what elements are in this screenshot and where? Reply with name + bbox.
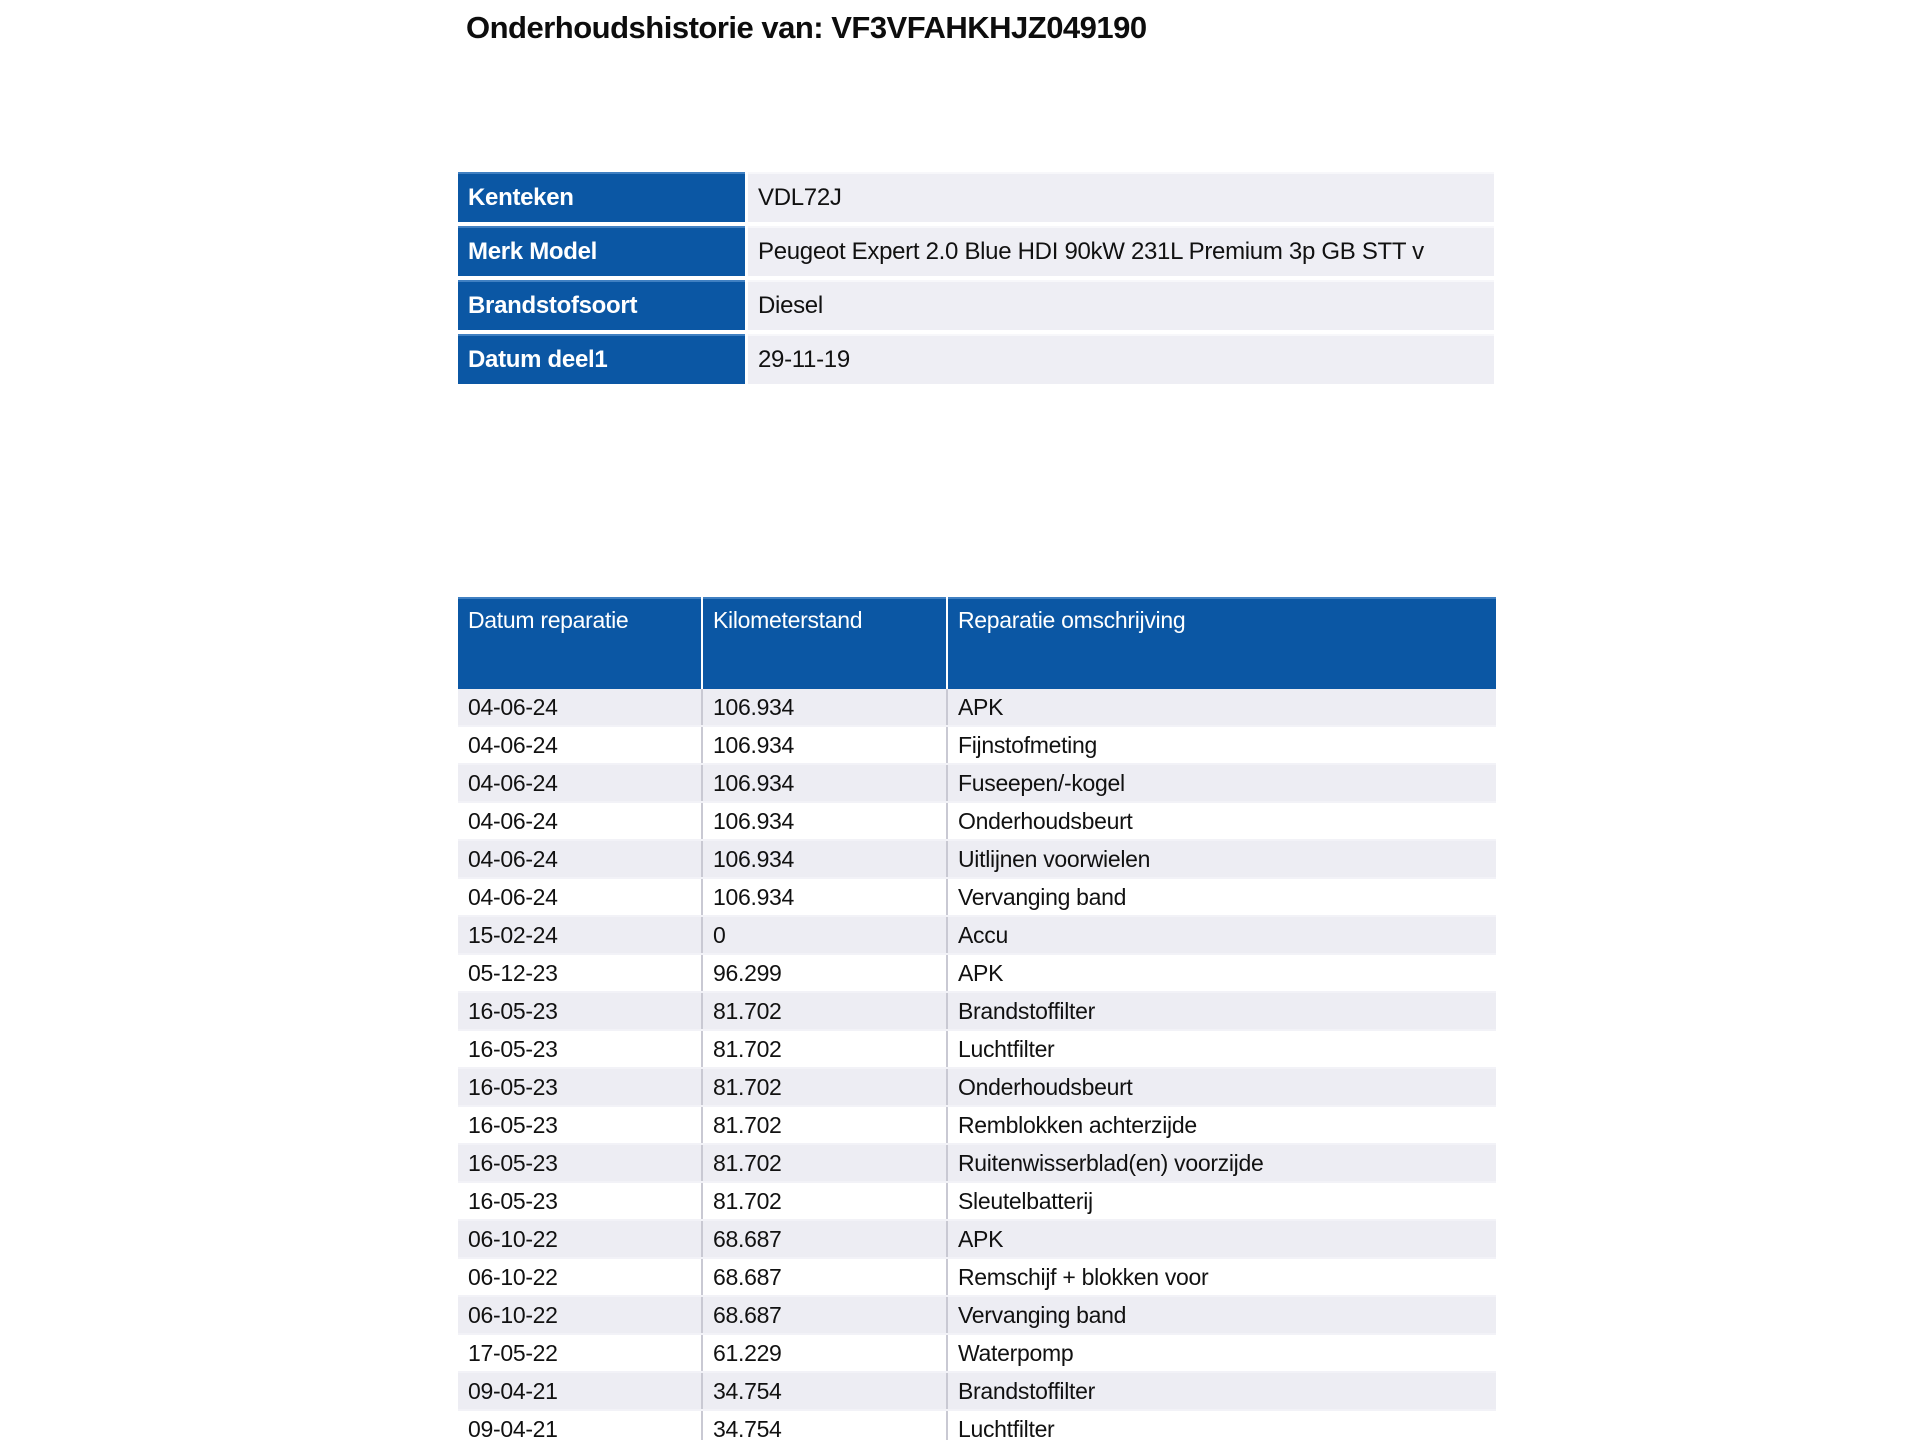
history-table-row — [458, 955, 1496, 993]
info-label: Merk Model — [458, 226, 745, 276]
odometer-cell: 68.687 — [703, 1297, 946, 1333]
history-table-row — [458, 1259, 1496, 1297]
odometer-cell: 81.702 — [703, 1145, 946, 1181]
repair-date-cell: 04-06-24 — [458, 765, 701, 801]
repair-description-cell: Brandstoffilter — [948, 993, 1496, 1029]
repair-date-cell: 16-05-23 — [458, 1031, 701, 1067]
odometer-cell: 34.754 — [703, 1411, 946, 1440]
repair-date-cell: 04-06-24 — [458, 803, 701, 839]
repair-date-cell: 16-05-23 — [458, 1069, 701, 1105]
repair-description-cell: APK — [948, 1221, 1496, 1257]
history-table-row — [458, 727, 1496, 765]
history-table-row — [458, 689, 1496, 727]
repair-description-cell: Luchtfilter — [948, 1031, 1496, 1067]
odometer-cell: 106.934 — [703, 727, 946, 763]
history-table-row — [458, 917, 1496, 955]
repair-description-cell: APK — [948, 955, 1496, 991]
repair-description-cell: Ruitenwisserblad(en) voorzijde — [948, 1145, 1496, 1181]
repair-description-cell: Uitlijnen voorwielen — [948, 841, 1496, 877]
repair-date-cell: 04-06-24 — [458, 879, 701, 915]
repair-description-cell: APK — [948, 689, 1496, 725]
odometer-cell: 68.687 — [703, 1259, 946, 1295]
odometer-cell: 96.299 — [703, 955, 946, 991]
column-header-repair-date: Datum reparatie — [458, 597, 701, 689]
history-table-row — [458, 841, 1496, 879]
repair-date-cell: 06-10-22 — [458, 1259, 701, 1295]
repair-date-cell: 04-06-24 — [458, 689, 701, 725]
repair-date-cell: 16-05-23 — [458, 1183, 701, 1219]
repair-date-cell: 09-04-21 — [458, 1411, 701, 1440]
history-table-row — [458, 1107, 1496, 1145]
odometer-cell: 81.702 — [703, 1183, 946, 1219]
repair-description-cell: Onderhoudsbeurt — [948, 1069, 1496, 1105]
page-title: Onderhoudshistorie van: VF3VFAHKHJZ049190 — [466, 10, 1147, 45]
odometer-cell: 81.702 — [703, 993, 946, 1029]
vehicle-info-table — [458, 172, 1494, 388]
repair-description-cell: Vervanging band — [948, 1297, 1496, 1333]
repair-description-cell: Fuseepen/-kogel — [948, 765, 1496, 801]
repair-date-cell: 04-06-24 — [458, 727, 701, 763]
maintenance-history-table — [458, 597, 1496, 1440]
repair-description-cell: Remblokken achterzijde — [948, 1107, 1496, 1143]
repair-date-cell: 16-05-23 — [458, 1107, 701, 1143]
history-table-row — [458, 1297, 1496, 1335]
repair-date-cell: 04-06-24 — [458, 841, 701, 877]
info-value: VDL72J — [748, 172, 1494, 222]
repair-date-cell: 06-10-22 — [458, 1221, 701, 1257]
history-table-row — [458, 1411, 1496, 1440]
history-table-body — [458, 689, 1496, 1440]
odometer-cell: 81.702 — [703, 1031, 946, 1067]
repair-description-cell: Remschijf + blokken voor — [948, 1259, 1496, 1295]
history-table-row — [458, 1031, 1496, 1069]
info-value: 29-11-19 — [748, 334, 1494, 384]
repair-description-cell: Onderhoudsbeurt — [948, 803, 1496, 839]
odometer-cell: 81.702 — [703, 1069, 946, 1105]
repair-description-cell: Vervanging band — [948, 879, 1496, 915]
repair-date-cell: 15-02-24 — [458, 917, 701, 953]
repair-description-cell: Accu — [948, 917, 1496, 953]
repair-date-cell: 06-10-22 — [458, 1297, 701, 1333]
history-table-row — [458, 1069, 1496, 1107]
info-value: Diesel — [748, 280, 1494, 330]
history-table-row — [458, 1183, 1496, 1221]
repair-description-cell: Fijnstofmeting — [948, 727, 1496, 763]
repair-date-cell: 16-05-23 — [458, 993, 701, 1029]
odometer-cell: 68.687 — [703, 1221, 946, 1257]
repair-description-cell: Waterpomp — [948, 1335, 1496, 1371]
repair-date-cell: 09-04-21 — [458, 1373, 701, 1409]
history-table-row — [458, 765, 1496, 803]
history-table-row — [458, 1335, 1496, 1373]
history-table-row — [458, 1145, 1496, 1183]
odometer-cell: 0 — [703, 917, 946, 953]
column-header-description: Reparatie omschrijving — [948, 597, 1496, 689]
odometer-cell: 81.702 — [703, 1107, 946, 1143]
vehicle-info-row — [458, 280, 1494, 330]
info-value: Peugeot Expert 2.0 Blue HDI 90kW 231L Premium 3p GB STT v — [748, 226, 1494, 276]
odometer-cell: 106.934 — [703, 765, 946, 801]
history-table-row — [458, 1221, 1496, 1259]
history-table-row — [458, 993, 1496, 1031]
info-label: Kenteken — [458, 172, 745, 222]
info-label: Datum deel1 — [458, 334, 745, 384]
repair-description-cell: Sleutelbatterij — [948, 1183, 1496, 1219]
odometer-cell: 106.934 — [703, 879, 946, 915]
odometer-cell: 61.229 — [703, 1335, 946, 1371]
odometer-cell: 106.934 — [703, 803, 946, 839]
repair-description-cell: Luchtfilter — [948, 1411, 1496, 1440]
vehicle-info-row — [458, 226, 1494, 276]
repair-date-cell: 16-05-23 — [458, 1145, 701, 1181]
history-table-row — [458, 1373, 1496, 1411]
vehicle-info-row — [458, 172, 1494, 222]
history-table-row — [458, 803, 1496, 841]
repair-date-cell: 05-12-23 — [458, 955, 701, 991]
history-table-row — [458, 879, 1496, 917]
repair-description-cell: Brandstoffilter — [948, 1373, 1496, 1409]
info-label: Brandstofsoort — [458, 280, 745, 330]
vehicle-info-row — [458, 334, 1494, 384]
odometer-cell: 34.754 — [703, 1373, 946, 1409]
history-table-header — [458, 597, 1496, 689]
column-header-odometer: Kilometerstand — [703, 597, 946, 689]
repair-date-cell: 17-05-22 — [458, 1335, 701, 1371]
odometer-cell: 106.934 — [703, 841, 946, 877]
odometer-cell: 106.934 — [703, 689, 946, 725]
